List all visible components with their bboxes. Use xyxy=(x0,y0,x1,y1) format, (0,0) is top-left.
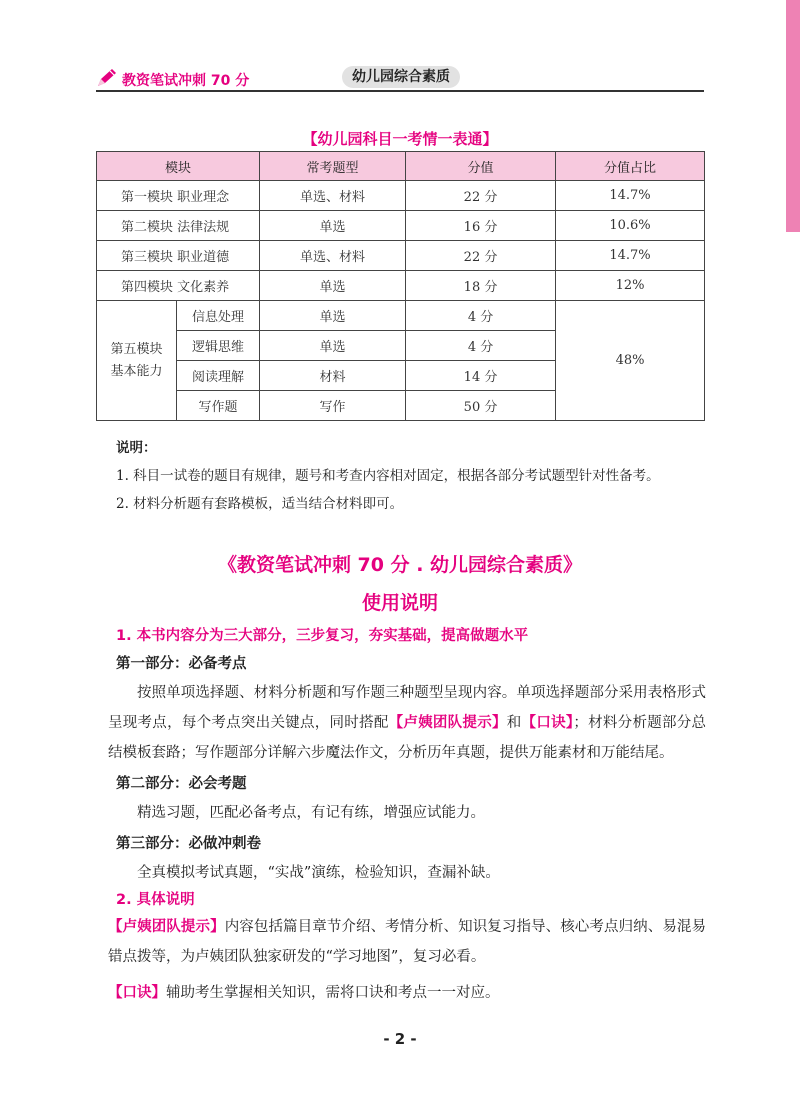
page-number: - 2 - xyxy=(383,1030,417,1048)
module-cell: 第二模块 法律法规 xyxy=(97,211,260,241)
part1-paragraph xyxy=(108,678,716,768)
table-row xyxy=(97,271,705,301)
part2-paragraph: 精选习题，匹配必备考点，有记有练，增强应试能力。 xyxy=(137,805,485,821)
section2-heading: 2. 具体说明 xyxy=(116,892,195,908)
table-row xyxy=(97,181,705,211)
section2-item1 xyxy=(108,912,716,972)
score-cell: 22 分 xyxy=(406,241,556,271)
ratio-cell: 48% xyxy=(556,301,705,421)
team-tip-label: 【卢姨团队提示】 xyxy=(108,919,225,935)
part1-text-b: 和 xyxy=(506,715,522,731)
pencil-icon xyxy=(96,68,118,92)
table-caption: 【幼儿园科目一考情一表通】 xyxy=(302,130,498,148)
type-cell: 材料 xyxy=(260,361,406,391)
type-cell: 写作 xyxy=(260,391,406,421)
module-cell: 第一模块 职业理念 xyxy=(97,181,260,211)
score-cell: 4 分 xyxy=(406,301,556,331)
ratio-cell: 14.7% xyxy=(556,241,705,271)
part3-heading: 第三部分：必做冲刺卷 xyxy=(116,836,261,852)
table-row xyxy=(97,241,705,271)
side-tab-marker xyxy=(786,0,800,232)
table-row xyxy=(97,211,705,241)
usage-content xyxy=(108,624,716,1008)
section2-item2-text: 辅助考生掌握相关知识，需将口诀和考点一一对应。 xyxy=(166,985,500,1001)
module5-line2: 基本能力 xyxy=(110,363,163,379)
ratio-cell: 14.7% xyxy=(556,181,705,211)
header-rule xyxy=(96,90,704,92)
part1-text-c: ；材料分析题部分总结模板套路；写作题部分详解六步魔法作文，分析历年真题，提供万能素材和万能结尾。 xyxy=(108,715,707,761)
column-header: 模块 xyxy=(97,152,260,181)
usage-title: 使用说明 xyxy=(361,592,438,614)
column-header: 分值 xyxy=(406,152,556,181)
section1-heading: 1. 本书内容分为三大部分，三步复习，夯实基础，提高做题水平 xyxy=(116,628,529,644)
module-cell: 第三模块 职业道德 xyxy=(97,241,260,271)
type-cell: 单选 xyxy=(260,211,406,241)
module-cell: 第四模块 文化素养 xyxy=(97,271,260,301)
ratio-cell: 10.6% xyxy=(556,211,705,241)
type-cell: 单选 xyxy=(260,271,406,301)
exam-table xyxy=(96,151,705,421)
note-item: 1. 科目一试卷的题目有规律，题号和考查内容相对固定，根据各部分考试题型针对性备考。 xyxy=(116,468,660,484)
part1-text-a: 按照单项选择题、材料分析题和写作题三种题型呈现内容。单项选择题部分采用表格形式呈现考点，每个考点突出关键点，同时搭配 xyxy=(108,685,706,731)
note-item: 2. 材料分析题有套路模板，适当结合材料即可。 xyxy=(116,496,404,512)
header-title: 教资笔试冲刺 70 分 xyxy=(122,73,250,89)
sub-module-cell: 写作题 xyxy=(177,391,260,421)
header-tag: 幼儿园综合素质 xyxy=(342,66,460,88)
column-header: 常考题型 xyxy=(260,152,406,181)
ratio-cell: 12% xyxy=(556,271,705,301)
mnemonic-label: 【口诀】 xyxy=(521,715,574,731)
type-cell: 单选 xyxy=(260,331,406,361)
running-header xyxy=(96,66,704,92)
score-cell: 14 分 xyxy=(406,361,556,391)
sub-module-cell: 逻辑思维 xyxy=(177,331,260,361)
part1-heading: 第一部分：必备考点 xyxy=(116,656,247,672)
type-cell: 单选、材料 xyxy=(260,181,406,211)
module5-line1: 第五模块 xyxy=(110,341,163,357)
score-cell: 4 分 xyxy=(406,331,556,361)
part2-heading: 第二部分：必会考题 xyxy=(116,776,247,792)
notes-heading: 说明： xyxy=(116,440,157,456)
book-title: 《教资笔试冲刺 70 分 . 幼儿园综合素质》 xyxy=(217,554,583,576)
sub-module-cell: 阅读理解 xyxy=(177,361,260,391)
type-cell: 单选、材料 xyxy=(260,241,406,271)
column-header: 分值占比 xyxy=(556,152,705,181)
team-tip-label: 【卢姨团队提示】 xyxy=(388,715,507,731)
table-notes xyxy=(116,436,716,518)
sub-module-cell: 信息处理 xyxy=(177,301,260,331)
score-cell: 22 分 xyxy=(406,181,556,211)
module5-cell xyxy=(97,301,177,421)
score-cell: 16 分 xyxy=(406,211,556,241)
score-cell: 50 分 xyxy=(406,391,556,421)
section2-item1-text: 内容包括篇目章节介绍、考情分析、知识复习指导、核心考点归纳、易混易错点拨等，为卢姨团队独家研发的“学习地图”，复习必看。 xyxy=(108,919,707,965)
table-header-row xyxy=(97,152,705,181)
type-cell: 单选 xyxy=(260,301,406,331)
section2-item2 xyxy=(108,978,716,1008)
score-cell: 18 分 xyxy=(406,271,556,301)
part3-paragraph: 全真模拟考试真题，“实战”演练，检验知识，查漏补缺。 xyxy=(137,865,500,881)
mnemonic-label: 【口诀】 xyxy=(108,985,166,1001)
table-row xyxy=(97,301,705,331)
